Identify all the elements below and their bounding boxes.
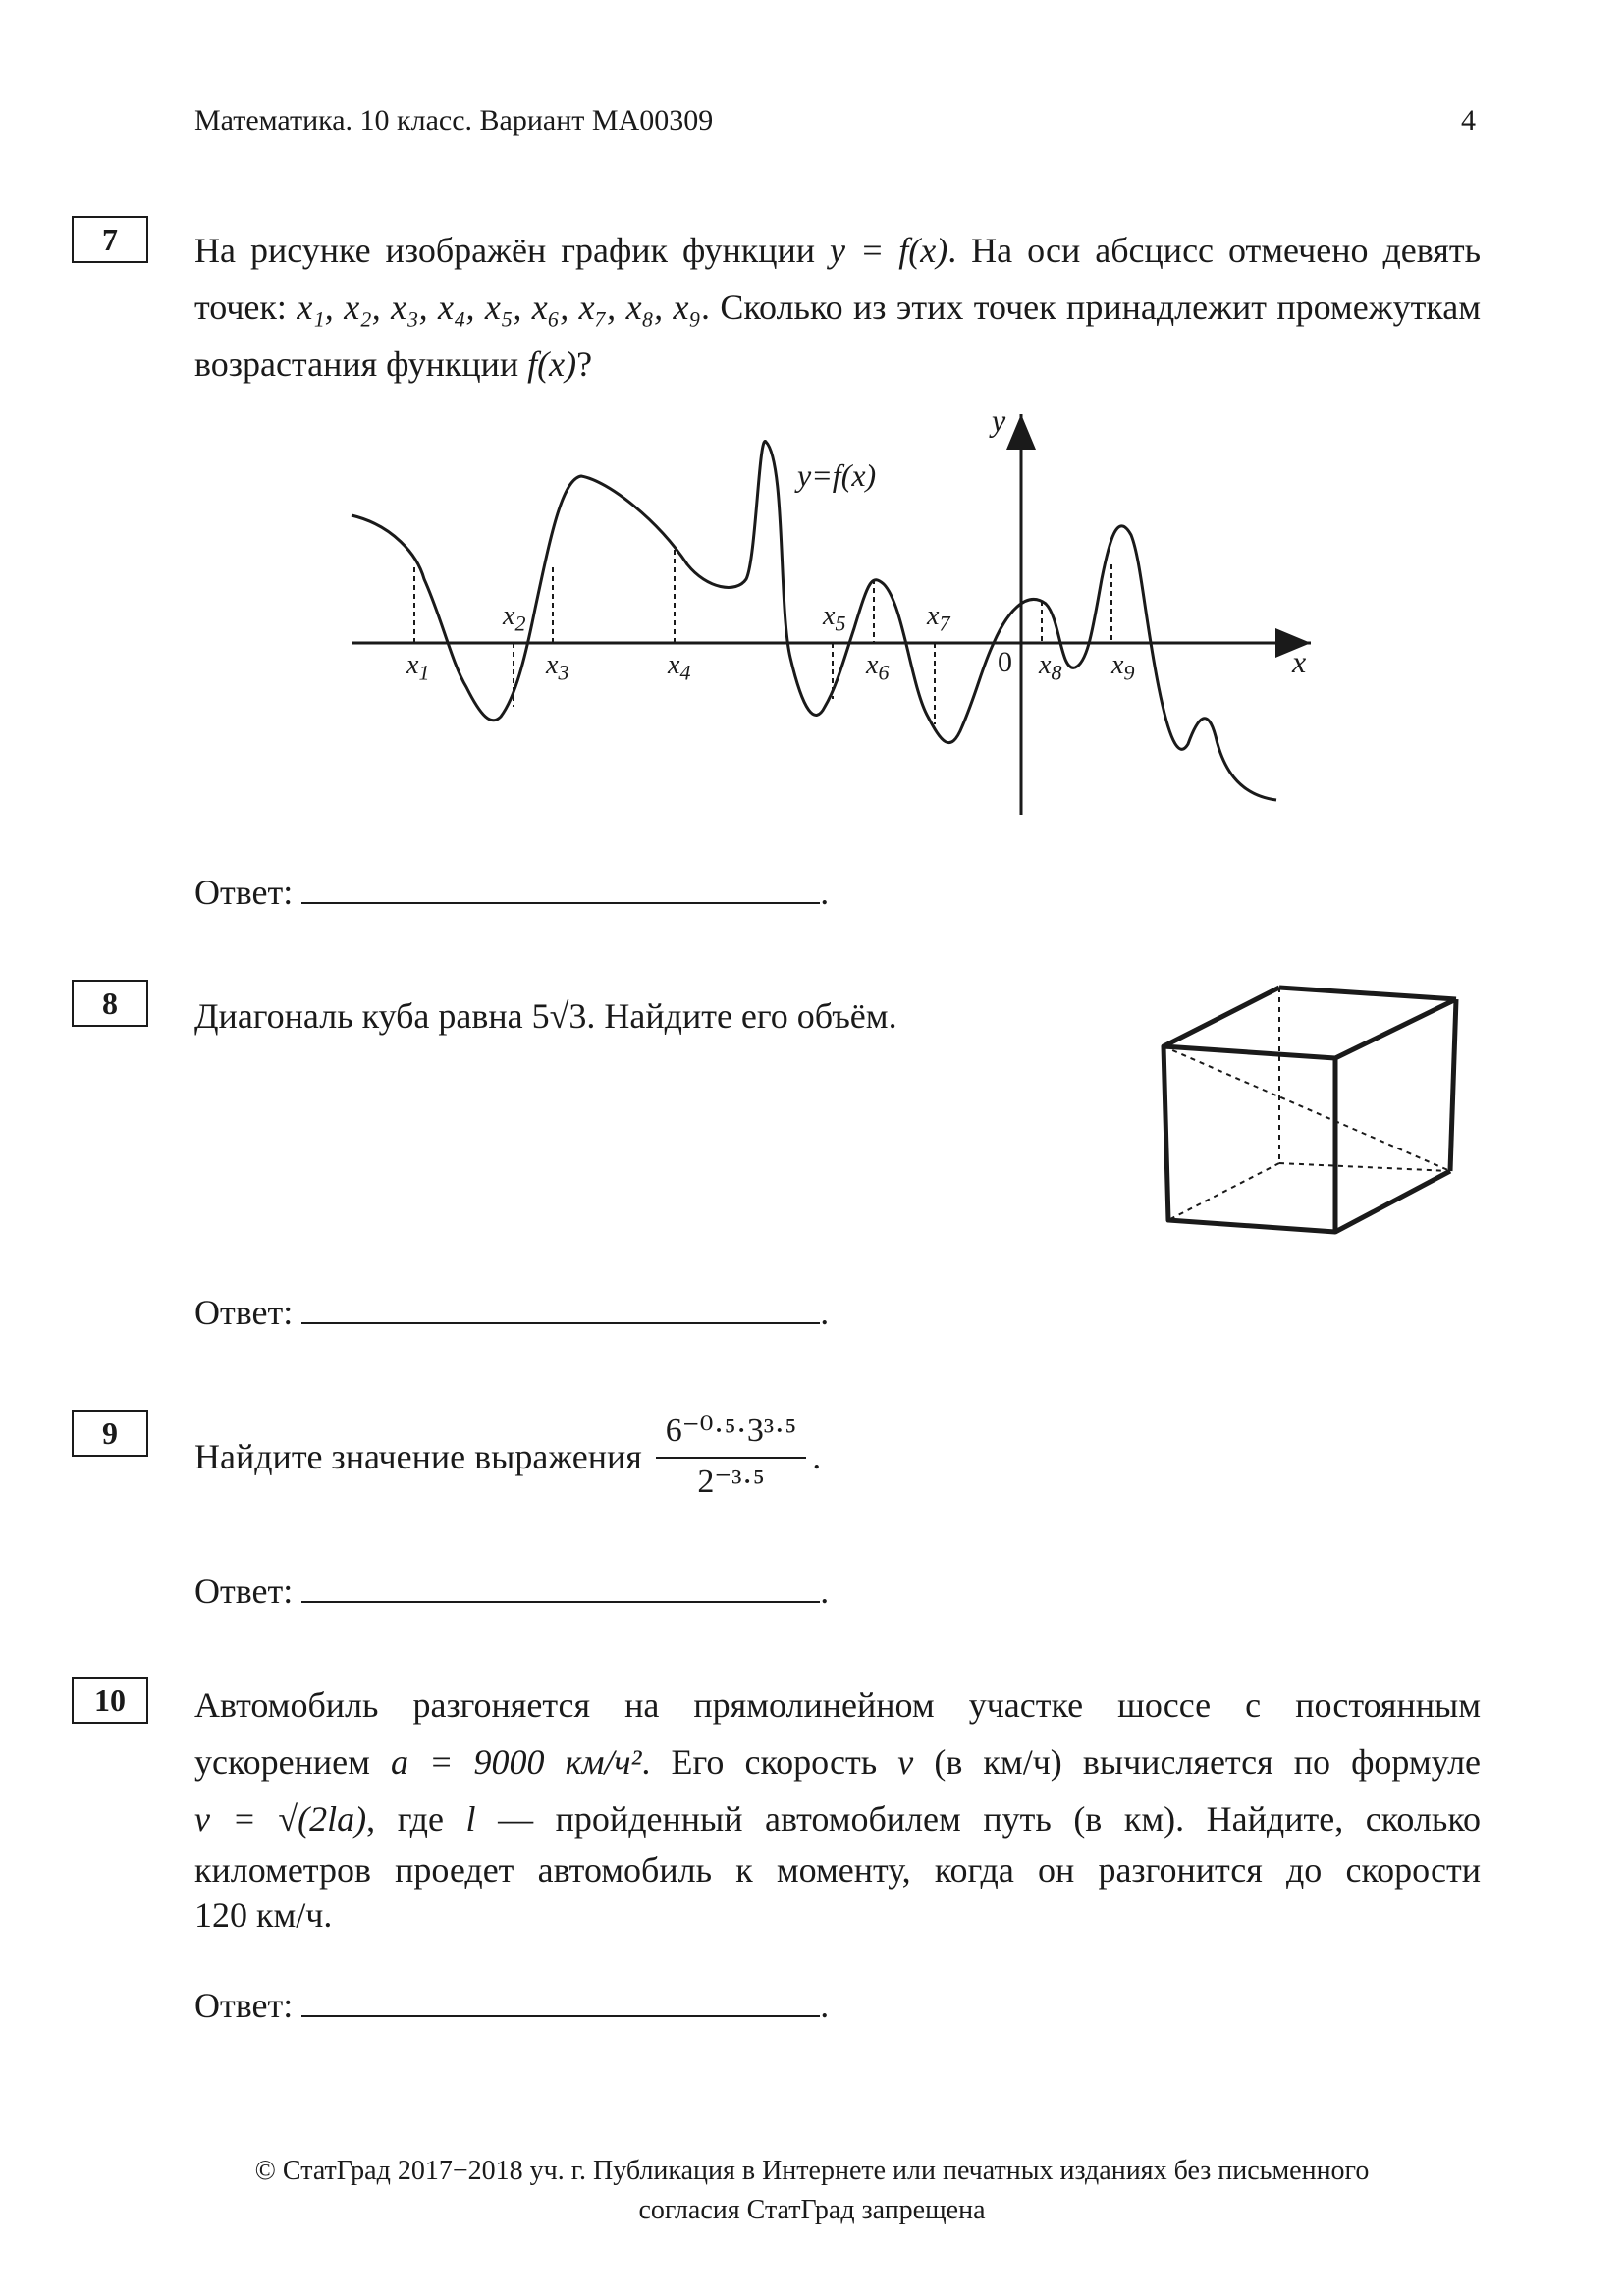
task-7-func-f: f(x) bbox=[527, 345, 577, 384]
task-9-text bbox=[194, 1410, 821, 1504]
task-9-answer bbox=[194, 1571, 829, 1612]
task-10-v: v bbox=[897, 1742, 914, 1782]
point-label-x8-index: 8 bbox=[1051, 660, 1062, 685]
task-9-fraction bbox=[656, 1410, 806, 1504]
task-7-text-p1: На рисунке изображён график функции bbox=[194, 231, 816, 270]
header-title: Математика. 10 класс. Вариант МА00309 bbox=[194, 104, 714, 136]
point-label-x5-index: 5 bbox=[835, 611, 846, 636]
task-10-line3c: — пройденный автомобилем путь (в км). Найдите, сколько bbox=[498, 1799, 1481, 1839]
answer-field[interactable] bbox=[301, 1574, 820, 1603]
x-axis-label: x bbox=[1292, 644, 1307, 679]
answer-label: Ответ: bbox=[194, 1986, 294, 2025]
origin-label: 0 bbox=[998, 646, 1012, 678]
point-label-x8: $x_8$ bbox=[1039, 650, 1062, 685]
point-label-x4: $x_4$ bbox=[668, 650, 691, 685]
task-7-points-list: x₁, x₂, x₃, x₄, x₅, x₆, x₇, x₈, x₉ bbox=[297, 288, 701, 327]
cube-figure bbox=[1149, 982, 1473, 1247]
task-10-line4: километров проедет автомобиль к моменту, когда он разгонится до скорости bbox=[194, 1850, 1481, 1890]
task-10-l: l bbox=[465, 1799, 476, 1839]
task-8-number: 8 bbox=[72, 980, 148, 1027]
answer-end: . bbox=[820, 873, 830, 912]
point-label-x3: $x_3$ bbox=[546, 650, 569, 685]
answer-field[interactable] bbox=[301, 875, 820, 904]
point-label-x6: $x_6$ bbox=[866, 650, 890, 685]
footer bbox=[0, 2152, 1624, 2230]
point-label-x6-index: 6 bbox=[878, 660, 890, 685]
task-7-answer bbox=[194, 872, 829, 913]
task-7-func-y: y = f(x) bbox=[830, 231, 948, 270]
task-10-line5: 120 км/ч. bbox=[194, 1896, 333, 1935]
point-label-x4-index: 4 bbox=[679, 660, 691, 685]
point-label-x1-index: 1 bbox=[418, 660, 430, 685]
footer-line2: согласия СтатГрад запрещена bbox=[638, 2195, 986, 2225]
y-axis-label: y bbox=[992, 402, 1006, 438]
fraction-numerator: 6⁻⁰·⁵·3³·⁵ bbox=[656, 1410, 806, 1459]
task-10-text bbox=[194, 1677, 1481, 1938]
task-7-text-p4: ? bbox=[576, 345, 593, 384]
point-label-x3-index: 3 bbox=[558, 660, 569, 685]
task-9-number: 9 bbox=[72, 1410, 148, 1457]
fraction-denominator: 2⁻³·⁵ bbox=[697, 1464, 765, 1500]
point-label-x2: $x_2$ bbox=[503, 601, 526, 636]
task-10-line2 bbox=[194, 1734, 1481, 1790]
page-number: 4 bbox=[1461, 104, 1476, 136]
task-7-text bbox=[194, 222, 1481, 393]
task-7-text-p3: . Сколько из этих точек принадлежит промежуткам возрастания функции bbox=[194, 288, 1482, 384]
answer-field[interactable] bbox=[301, 1988, 820, 2017]
task-8-answer bbox=[194, 1292, 829, 1333]
task-10-accel: a = 9000 км/ч² bbox=[391, 1742, 642, 1782]
answer-field[interactable] bbox=[301, 1295, 820, 1324]
point-label-x9: $x_9$ bbox=[1111, 650, 1135, 685]
task-10-line3b: , где bbox=[366, 1799, 444, 1839]
answer-end: . bbox=[820, 1572, 830, 1611]
point-guides bbox=[414, 550, 1111, 724]
point-label-x7: $x_7$ bbox=[927, 601, 950, 636]
task-7-text-p2: . На оси абсцисс отмечено девять точек: bbox=[194, 231, 1481, 327]
task-10-line2a: ускорением bbox=[194, 1742, 370, 1782]
task-10-line1: Автомобиль разгоняется на прямолинейном участке шоссе с постоянным bbox=[194, 1685, 1481, 1725]
answer-label: Ответ: bbox=[194, 873, 294, 912]
task-10-line2b: . Его скорость bbox=[641, 1742, 878, 1782]
task-8-text: Диагональ куба равна 5√3. Найдите его объём. bbox=[194, 996, 897, 1036]
task-10-formula: v = √(2la) bbox=[194, 1799, 367, 1839]
point-label-x7-index: 7 bbox=[939, 611, 950, 636]
point-label-x9-index: 9 bbox=[1123, 660, 1135, 685]
task-10-answer bbox=[194, 1985, 829, 2026]
task-10-number: 10 bbox=[72, 1677, 148, 1724]
point-label-x5: $x_5$ bbox=[823, 601, 846, 636]
answer-end: . bbox=[820, 1986, 830, 2025]
task-9-prompt: Найдите значение выражения bbox=[194, 1437, 642, 1476]
task-10-line2c: (в км/ч) вычисляется по формуле bbox=[934, 1742, 1482, 1782]
task-7-number: 7 bbox=[72, 216, 148, 263]
point-label-x1: $x_1$ bbox=[406, 650, 430, 685]
answer-label: Ответ: bbox=[194, 1572, 294, 1611]
task-10-line3 bbox=[194, 1790, 1481, 1847]
footer-line1: © СтатГрад 2017−2018 уч. г. Публикация в Интернете или печатных изданиях без письменного bbox=[254, 2156, 1370, 2186]
point-label-x2-index: 2 bbox=[514, 611, 526, 636]
answer-label: Ответ: bbox=[194, 1293, 294, 1332]
answer-end: . bbox=[820, 1293, 830, 1332]
task-9-period: . bbox=[812, 1437, 822, 1476]
curve-label: y=f(x) bbox=[797, 457, 877, 493]
function-curve bbox=[352, 441, 1276, 800]
